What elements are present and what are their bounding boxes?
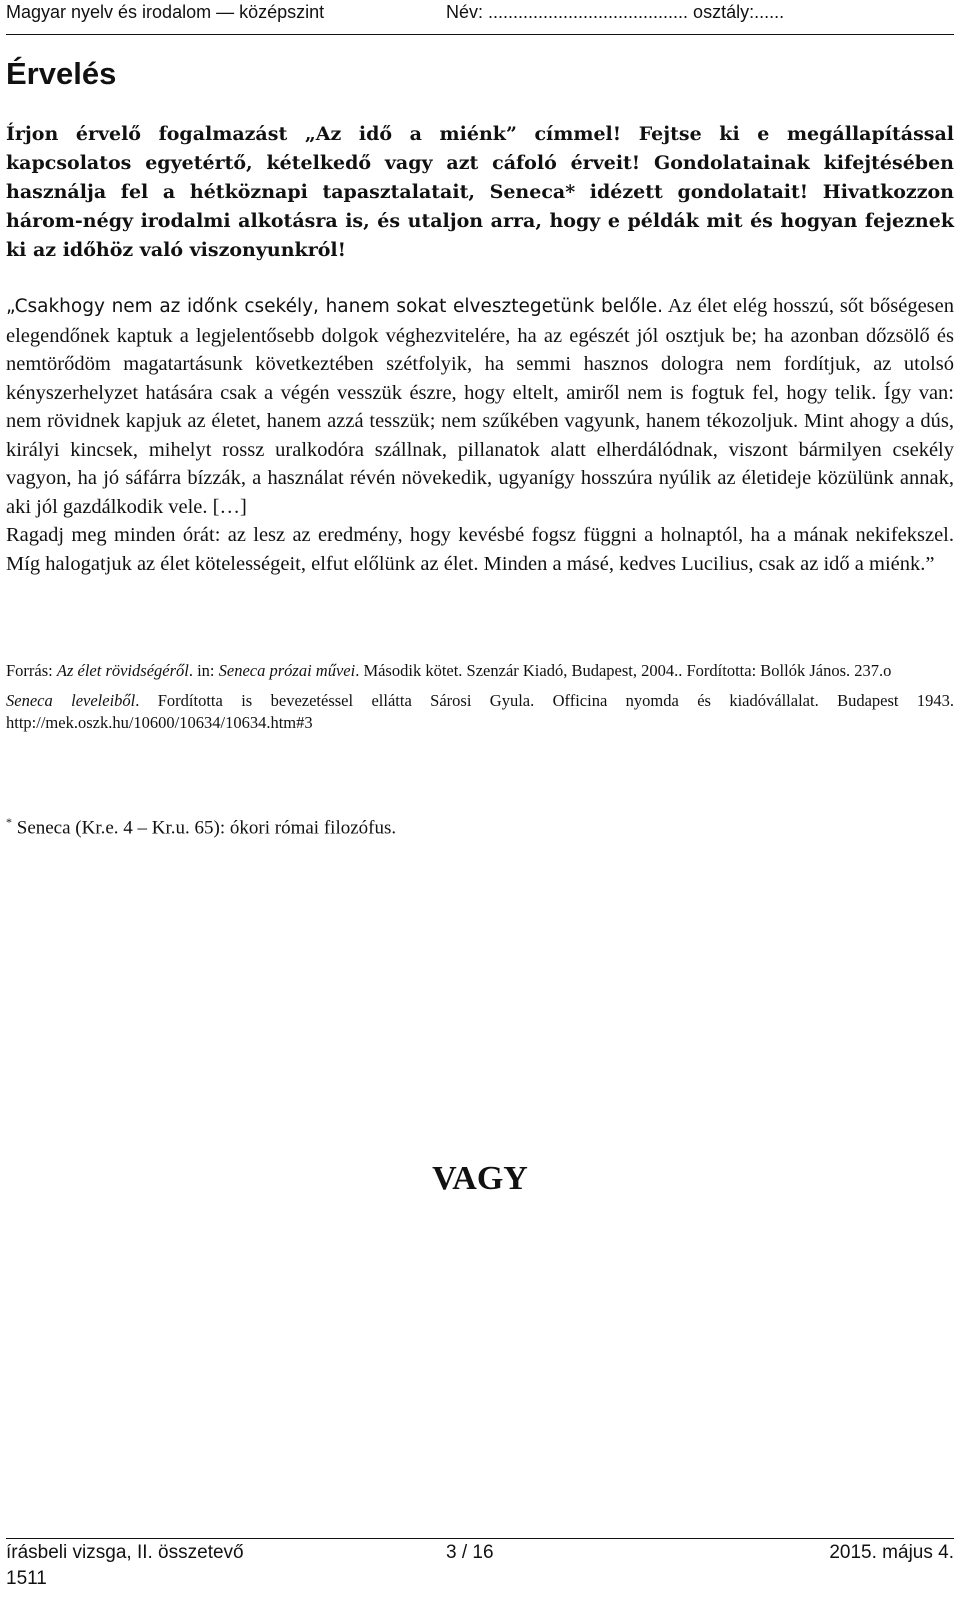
footer-exam-label: írásbeli vizsga, II. összetevő (6, 1542, 244, 1563)
source-2-title: Seneca leveleiből (6, 691, 136, 710)
footer-date: 2015. május 4. (829, 1542, 954, 1563)
source-1-prefix: Forrás: (6, 661, 57, 680)
source-1-book: Seneca prózai művei (218, 661, 356, 680)
header-name-field: Név: ........................................ osztály:...... (446, 2, 785, 22)
section-title: Érvelés (6, 56, 117, 91)
task-instructions: Írjon érvelő fogalmazást „Az idő a miénk” címmel! Fejtse ki e megállapítással kapcsolatos egyetértő, kételkedő vagy azt cáfoló érveit! Gondolatainak kifejtésében használja fel a hétköznapi tapasztalatait, Seneca* idézett gondolatait! Hivatkozzon három-négy irodalmi alkotásra is, és utaljon arra, hogy e példák mit és hogyan fejeznek ki az időhöz való viszonyunkról! (6, 123, 954, 261)
source-2 (6, 690, 954, 734)
footer-page-number: 3 / 16 (446, 1542, 494, 1563)
source-citations (6, 660, 954, 742)
source-1 (6, 660, 954, 682)
quote-part-2: Ragadj meg minden órát: az lesz az eredmény, hogy kevésbé fogsz függni a holnaptól, ha a mának nekifekszel. Míg halogatjuk az élet kötelességeit, elfut előlünk az élet. Minden a másé, kedves Lucilius, csak az idő a miénk.” (6, 524, 954, 575)
source-1-mid: . in: (188, 661, 219, 680)
footnote-mark: * (6, 815, 12, 829)
header-subject: Magyar nyelv és irodalom — középszint (6, 2, 325, 22)
source-2-rest: . Fordította is bevezetéssel ellátta Sárosi Gyula. Officina nyomda és kiadóvállalat. Budapest 1943. http://mek.oszk.hu/10600/10634/10634.htm#3 (6, 691, 954, 732)
page-footer (6, 1542, 954, 1592)
or-divider-heading: VAGY (432, 1160, 528, 1197)
seneca-quote (6, 292, 954, 578)
header-divider (6, 34, 954, 35)
quote-lead: „Csakhogy nem az időnk csekély, hanem sokat elvesztegetünk belőle. (6, 296, 664, 317)
quote-part-1: Az élet elég hosszú, sőt bőségesen elegendőnek kaptuk a legjelentősebb dolgok véghezvitelére, ha az egészét jól osztjuk be; ha azonban dőzsölő és nemtörődöm magatartásunk következtében szétfolyik, ha semmi hasznos dologra nem fordítjuk, az utolsó kényszerhelyzet hatására csak a végén vesszük észre, hogy eltelt, amiről nem is fogtuk fel, hogy telik. Így van: nem rövidnek kapjuk az életet, hanem azzá tesszük; nem szűkében vagyunk, hanem tékozoljuk. Mint ahogy a dús, királyi kincsek, mihelyt rossz uralkodóra szállnak, pillanatok alatt elherdálódnak, viszont bármilyen csekély vagyon, ha jó sáfárra bízzák, a használat révén növekedik, ugyanígy hosszúra nyúlik az életideje közülünk annak, aki jól gazdálkodik vele. […] (6, 295, 954, 518)
footer-divider (6, 1538, 954, 1539)
source-1-title: Az élet rövidségéről (56, 661, 189, 680)
page-header (6, 2, 954, 32)
source-1-rest: . Második kötet. Szenzár Kiadó, Budapest, 2004.. Fordította: Bollók János. 237.o (355, 661, 892, 680)
footer-exam-code: 1511 (6, 1568, 47, 1589)
footnote-text: Seneca (Kr.e. 4 – Kr.u. 65): ókori római filozófus. (12, 817, 397, 839)
footnote (6, 815, 396, 839)
